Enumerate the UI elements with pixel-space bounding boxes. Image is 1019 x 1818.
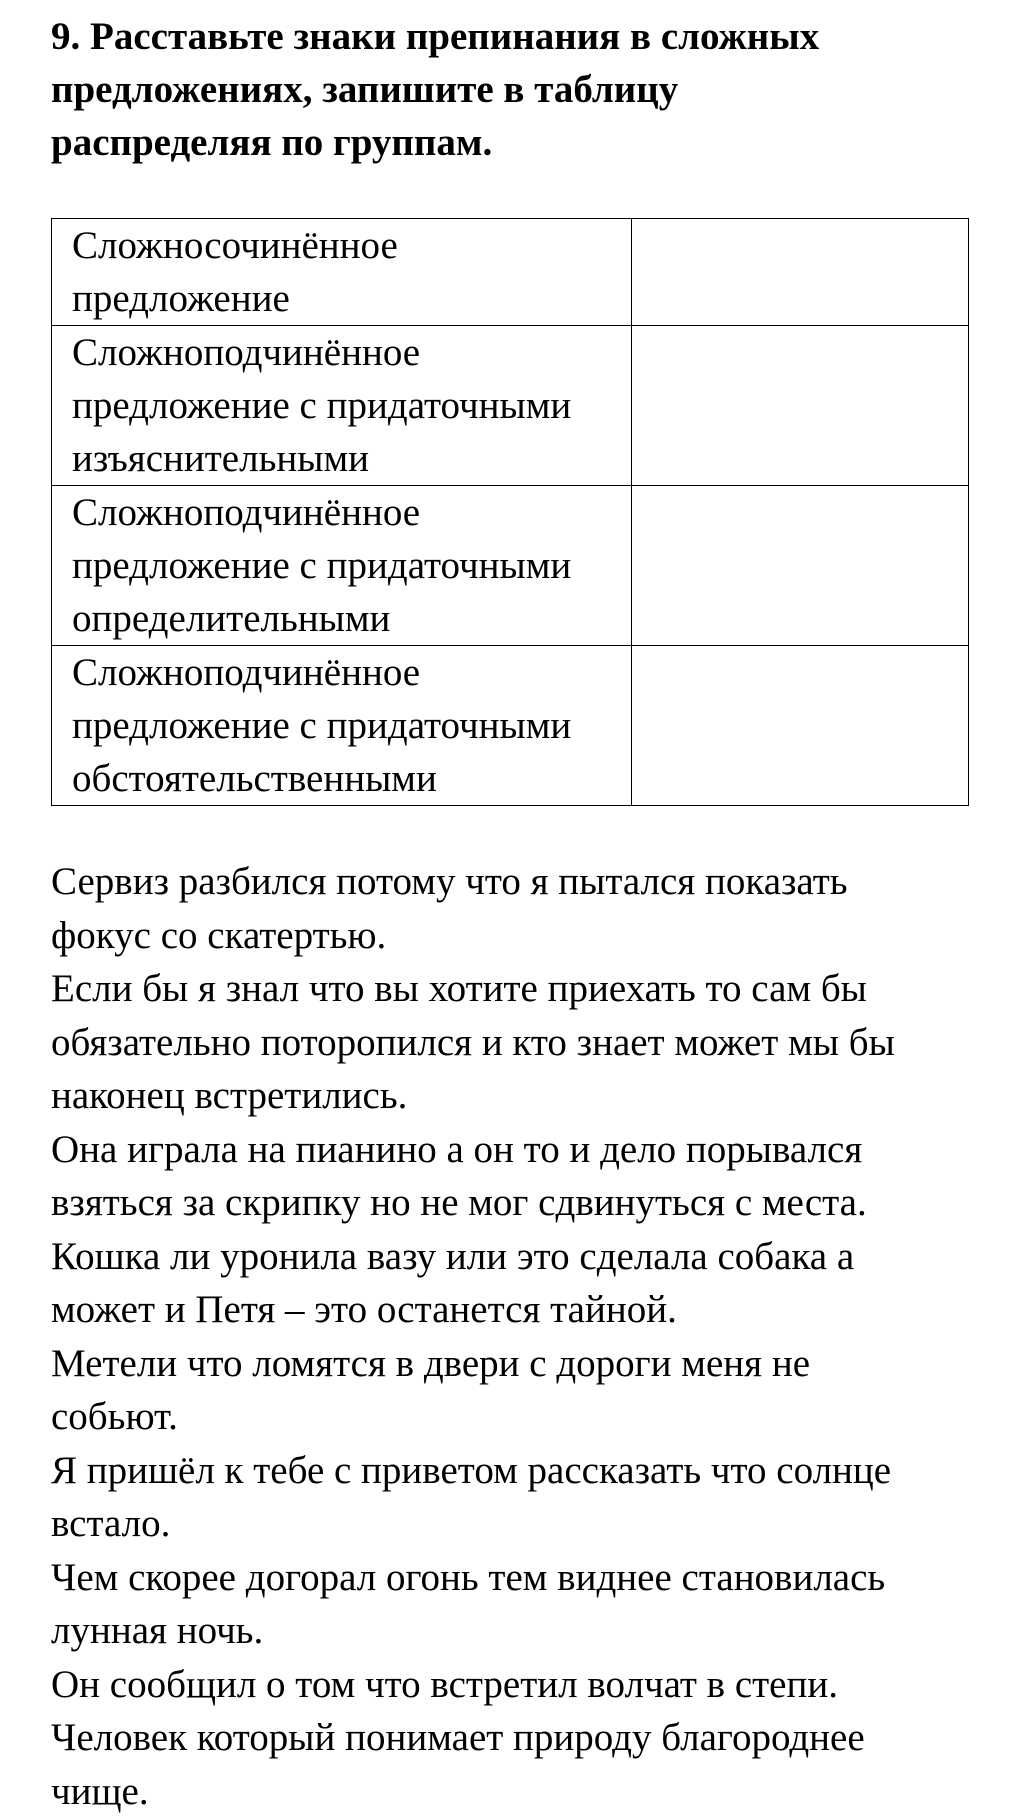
sentence [51, 1444, 895, 1551]
sentence-line: фокус со скатертью. [51, 913, 387, 957]
table-row [52, 219, 969, 326]
sentence-line: взяться за скрипку но не мог сдвинуться с места. [51, 1181, 867, 1224]
sentence-line: встало. [51, 1502, 171, 1545]
row-label [52, 646, 632, 806]
label-line: Сложноподчинённое [72, 331, 421, 374]
label-line: предложение с придаточными [72, 384, 572, 427]
sentence-line: Метели что ломятся в двери с дороги меня не [51, 1341, 811, 1385]
label-line: обстоятельственными [72, 757, 437, 800]
heading-line: 9. Расставьте знаки препинания в сложных [51, 15, 820, 58]
row-label [52, 326, 632, 486]
table-row [52, 486, 969, 646]
sentence [51, 1337, 895, 1444]
heading-line: распределяя по группам. [51, 121, 493, 164]
answer-cell[interactable] [632, 219, 969, 326]
label-line: предложение с придаточными [72, 544, 572, 587]
label-line: предложение [72, 277, 290, 320]
sentence-line: Она играла на пианино а он то и дело порывался [51, 1127, 863, 1171]
sentence-list [51, 855, 895, 1818]
answer-cell[interactable] [632, 646, 969, 806]
answer-cell[interactable] [632, 486, 969, 646]
sentence-line: чище. [51, 1769, 149, 1813]
label-line: предложение с придаточными [72, 704, 572, 747]
classification-table [51, 218, 969, 806]
sentence-line: Он сообщил о том что встретил волчат в степи. [51, 1662, 838, 1706]
label-line: изъяснительными [72, 437, 369, 480]
sentence-line: Человек который понимает природу благороднее [51, 1716, 865, 1759]
heading-line: предложениях, запишите в таблицу [51, 68, 679, 111]
sentence-line: может и Петя – это останется тайной. [51, 1288, 677, 1331]
row-label [52, 486, 632, 646]
sentence-line: Чем скорее догорал огонь тем виднее становилась [51, 1555, 886, 1599]
label-line: Сложноподчинённое [72, 491, 421, 534]
sentence [51, 1711, 895, 1818]
sentence-line: Кошка ли уронила вазу или это сделала собака а [51, 1234, 855, 1278]
sentence [51, 1230, 895, 1337]
answer-cell[interactable] [632, 326, 969, 486]
sentence [51, 1658, 895, 1712]
sentence [51, 1123, 895, 1230]
row-label [52, 219, 632, 326]
sentence-line: Если бы я знал что вы хотите приехать то сам бы [51, 967, 867, 1010]
sentence-line: наконец встретились. [51, 1074, 408, 1117]
sentence-line: Сервиз разбился потому что я пытался показать [51, 860, 848, 903]
task-heading [51, 10, 819, 169]
label-line: определительными [72, 597, 391, 640]
label-line: Сложноподчинённое [72, 651, 421, 694]
sentence [51, 855, 895, 962]
sentence-line: обязательно поторопился и кто знает может мы бы [51, 1020, 895, 1064]
sentence-line: собьют. [51, 1395, 178, 1438]
sentence-line: Я пришёл к тебе с приветом рассказать что солнце [51, 1448, 892, 1492]
sentence [51, 962, 895, 1123]
table-row [52, 326, 969, 486]
label-line: Сложносочинённое [72, 224, 398, 267]
sentence [51, 1551, 895, 1658]
sentence-line: лунная ночь. [51, 1609, 264, 1652]
table-row [52, 646, 969, 806]
